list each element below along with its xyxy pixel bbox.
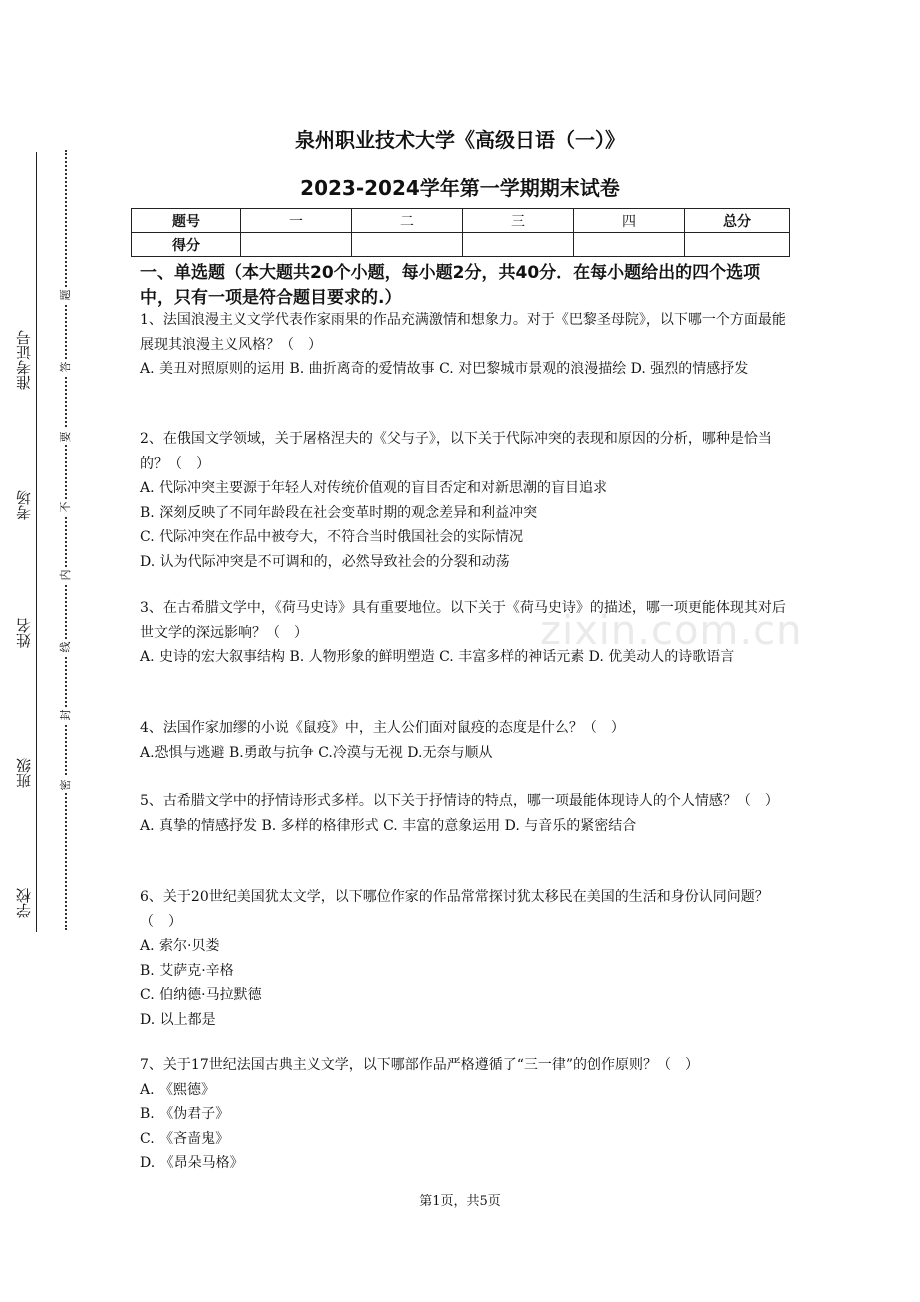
question-option: C. 伯纳德·马拉默德 xyxy=(140,987,262,1003)
seal-char: 要 xyxy=(59,429,73,445)
question-6 xyxy=(140,885,790,1032)
question-option: C. 《吝啬鬼》 xyxy=(140,1130,230,1147)
question-option: A. 《熙德》 xyxy=(140,1081,216,1098)
name-label: 姓名 xyxy=(15,618,33,648)
seal-char: 题 xyxy=(59,287,73,303)
page-footer: 第1页，共5页 xyxy=(419,1194,501,1209)
question-7 xyxy=(140,1053,790,1176)
exam-number-label: 准考证号 xyxy=(15,330,33,390)
seal-char: 答 xyxy=(59,359,73,375)
score-cell: 二 xyxy=(352,209,463,233)
question-4 xyxy=(140,716,790,765)
question-option: A. 史诗的宏大叙事结构 B. 人物形象的鲜明塑造 C. 丰富多样的神话元素 D. 优美动人的诗歌语言 xyxy=(140,649,735,665)
exam-title: 泉州职业技术大学《高级日语（一）》 xyxy=(295,128,625,152)
question-option: B. 《伪君子》 xyxy=(140,1106,230,1122)
score-table-header-row xyxy=(132,209,790,233)
school-label: 学校 xyxy=(15,888,33,918)
question-option: D. 《昂朵马格》 xyxy=(140,1155,244,1171)
question-stem: 7、关于17世纪法国古典主义文学，以下哪部作品严格遵循了“三一律”的创作原则？（ ） xyxy=(140,1057,700,1073)
seal-char: 线 xyxy=(59,639,73,655)
score-input-cell xyxy=(241,233,352,257)
question-option: A. 代际冲突主要源于年轻人对传统价值观的盲目否定和对新思潮的盲目追求 xyxy=(140,480,608,496)
section-heading: 一、单选题（本大题共20个小题，每小题2分，共40分．在每小题给出的四个选项中，只有一项是符合题目要求的.） xyxy=(140,263,761,308)
seal-char: 封 xyxy=(59,707,73,723)
seal-char: 不 xyxy=(59,499,73,515)
score-cell: 题号 xyxy=(132,209,241,233)
question-option: D. 以上都是 xyxy=(140,1011,216,1028)
score-input-cell xyxy=(463,233,574,257)
score-cell: 得分 xyxy=(132,233,241,257)
question-option: A. 索尔·贝娄 xyxy=(140,938,220,954)
watermark: zixin.com.cn xyxy=(540,608,803,654)
score-cell: 总分 xyxy=(685,209,790,233)
question-option: D. 认为代际冲突是不可调和的，必然导致社会的分裂和动荡 xyxy=(140,553,510,570)
seal-char: 密 xyxy=(59,777,73,793)
seal-char: 内 xyxy=(59,567,73,583)
score-input-cell xyxy=(574,233,685,257)
question-stem: 4、法国作家加缪的小说《鼠疫》中，主人公们面对鼠疫的态度是什么？（ ） xyxy=(140,720,625,736)
question-option: C. 代际冲突在作品中被夸大，不符合当时俄国社会的实际情况 xyxy=(140,529,524,545)
question-1 xyxy=(140,308,790,382)
question-stem: 5、古希腊文学中的抒情诗形式多样。以下关于抒情诗的特点，哪一项最能体现诗人的个人情感？（ ） xyxy=(140,793,779,809)
score-table-score-row xyxy=(132,233,790,257)
score-cell: 一 xyxy=(241,209,352,233)
exam-room-label: 考场 xyxy=(15,490,33,520)
question-2 xyxy=(140,427,790,574)
question-option: A. 真挚的情感抒发 B. 多样的格律形式 C. 丰富的意象运用 D. 与音乐的紧密结合 xyxy=(140,817,637,834)
exam-subtitle: 2023-2024学年第一学期期末试卷 xyxy=(300,176,620,200)
score-input-cell xyxy=(352,233,463,257)
fill-line xyxy=(36,152,37,932)
score-table xyxy=(131,208,790,257)
question-option: A.恐惧与逃避 B.勇敢与抗争 C.冷漠与无视 D.无奈与顺从 xyxy=(140,744,493,761)
question-stem: 1、法国浪漫主义文学代表作家雨果的作品充满激情和想象力。对于《巴黎圣母院》，以下哪一个方面最能展现其浪漫主义风格？（ ） xyxy=(140,312,786,353)
question-option: B. 深刻反映了不同年龄段在社会变革时期的观念差异和利益冲突 xyxy=(140,504,538,521)
score-input-cell xyxy=(685,233,790,257)
seal-dotted-line xyxy=(65,150,67,930)
class-label: 班级 xyxy=(15,758,33,788)
question-option: B. 艾萨克·辛格 xyxy=(140,962,234,979)
question-5 xyxy=(140,789,790,838)
score-cell: 三 xyxy=(463,209,574,233)
question-option: A. 美丑对照原则的运用 B. 曲折离奇的爱情故事 C. 对巴黎城市景观的浪漫描绘 D. 强烈的情感抒发 xyxy=(140,361,749,377)
score-cell: 四 xyxy=(574,209,685,233)
question-stem: 6、关于20世纪美国犹太文学，以下哪位作家的作品常常探讨犹太移民在美国的生活和身份认同问题？（ ） xyxy=(140,889,769,930)
question-3 xyxy=(140,596,790,670)
question-stem: 3、在古希腊文学中，《荷马史诗》具有重要地位。以下关于《荷马史诗》的描述，哪一项更能体现其对后世文学的深远影响？（ ） xyxy=(140,600,786,641)
question-stem: 2、在俄国文学领域，关于屠格涅夫的《父与子》，以下关于代际冲突的表现和原因的分析，哪种是恰当的？（ ） xyxy=(140,431,772,472)
